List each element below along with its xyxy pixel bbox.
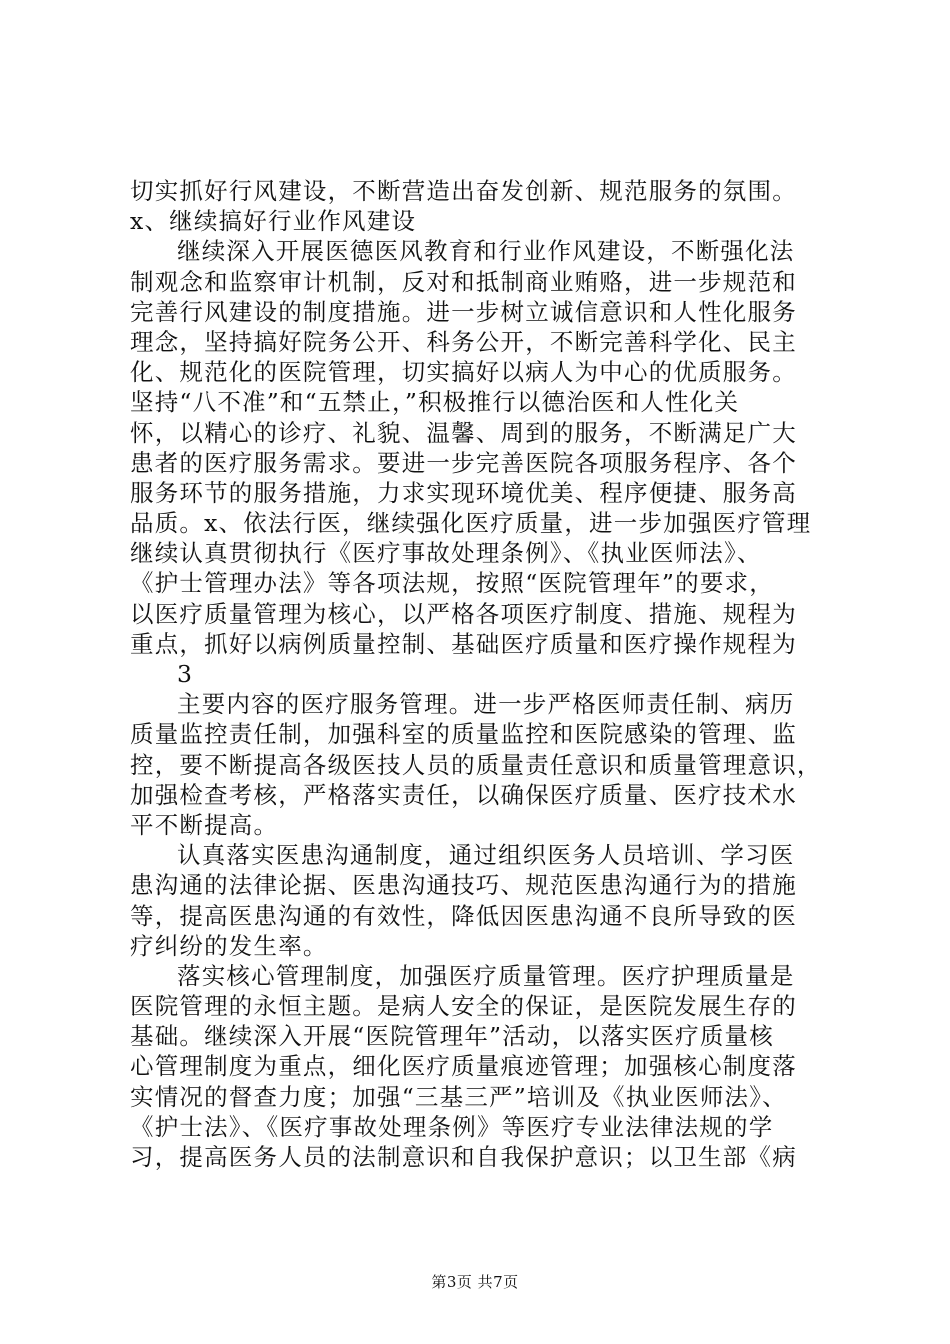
text-line: 怀，以精心的诊疗、礼貌、温馨、周到的服务，不断满足广大 [130,418,797,447]
text-line: 完善行风建设的制度措施。进一步树立诚信意识和人性化服务 [130,297,797,326]
text-line: 以医疗质量管理为核心，以严格各项医疗制度、措施、规程为 [130,599,797,628]
text-line: 切实抓好行风建设，不断营造出奋发创新、规范服务的氛围。 [130,177,797,205]
text-line: 等，提高医患沟通的有效性，降低因医患沟通不良所导致的医 [130,901,797,930]
text-line: 患者的医疗服务需求。要进一步完善医院各项服务程序、各个 [130,448,797,477]
text-line: 主要内容的医疗服务管理。进一步严格医师责任制、病历 [177,690,795,719]
text-line: 疗纠纷的发生率。 [130,931,328,960]
text-line: 医院管理的永恒主题。是病人安全的保证，是医院发展生存的 [130,992,797,1021]
text-line: 《护士法》、《医疗事故处理条例》等医疗专业法律法规的学 [130,1112,774,1141]
text-line: 质量监控责任制，加强科室的质量监控和医院感染的管理、监 [130,720,797,749]
text-line: 品质。x、依法行医，继续强化医疗质量，进一步加强医疗管理 [130,509,812,538]
text-line: x、继续搞好行业作风建设 [130,207,417,236]
text-line: 服务环节的服务措施，力求实现环境优美、程序便捷、服务高 [130,478,797,507]
text-line: 心管理制度为重点，细化医疗质量痕迹管理；加强核心制度落 [130,1052,797,1081]
text-line: 平不断提高。 [130,810,279,839]
text-line: 习，提高医务人员的法制意识和自我保护意识；以卫生部《病 [130,1143,797,1171]
text-line: 重点，抓好以病例质量控制、基础医疗质量和医疗操作规程为 [130,629,797,658]
text-line: 化、规范化的医院管理，切实搞好以病人为中心的优质服务。 [130,358,797,387]
text-line: 患沟通的法律论据、医患沟通技巧、规范医患沟通行为的措施 [130,871,797,900]
text-line: 继续深入开展医德医风教育和行业作风建设，不断强化法 [177,237,795,266]
text-line: 坚持“八不准”和“五禁止，”积极推行以德治医和人性化关 [130,388,740,417]
text-line: 理念，坚持搞好院务公开、科务公开，不断完善科学化、民主 [130,327,797,356]
text-line: 控，要不断提高各级医技人员的质量责任意识和质量管理意识， [130,750,822,779]
text-line: 实情况的督查力度；加强“三基三严”培训及《执业医师法》、 [130,1082,787,1111]
text-line: 加强检查考核，严格落实责任，以确保医疗质量、医疗技术水 [130,780,797,809]
text-line: 基础。继续深入开展“医院管理年”活动，以落实医疗质量核 [130,1022,774,1051]
text-line: 制观念和监察审计机制，反对和抵制商业贿赂，进一步规范和 [130,267,797,296]
text-line: 落实核心管理制度，加强医疗质量管理。医疗护理质量是 [177,961,795,990]
text-line: 认真落实医患沟通制度，通过组织医务人员培训、学习医 [177,841,795,870]
text-line: 继续认真贯彻执行《医疗事故处理条例》、《执业医师法》、 [130,539,762,568]
text-line: 《护士管理办法》等各项法规，按照“医院管理年”的要求， [130,569,774,598]
page-footer: 第3页 共7页 [431,1273,519,1291]
text-line: 3 [177,660,194,688]
body-text [130,176,830,1172]
